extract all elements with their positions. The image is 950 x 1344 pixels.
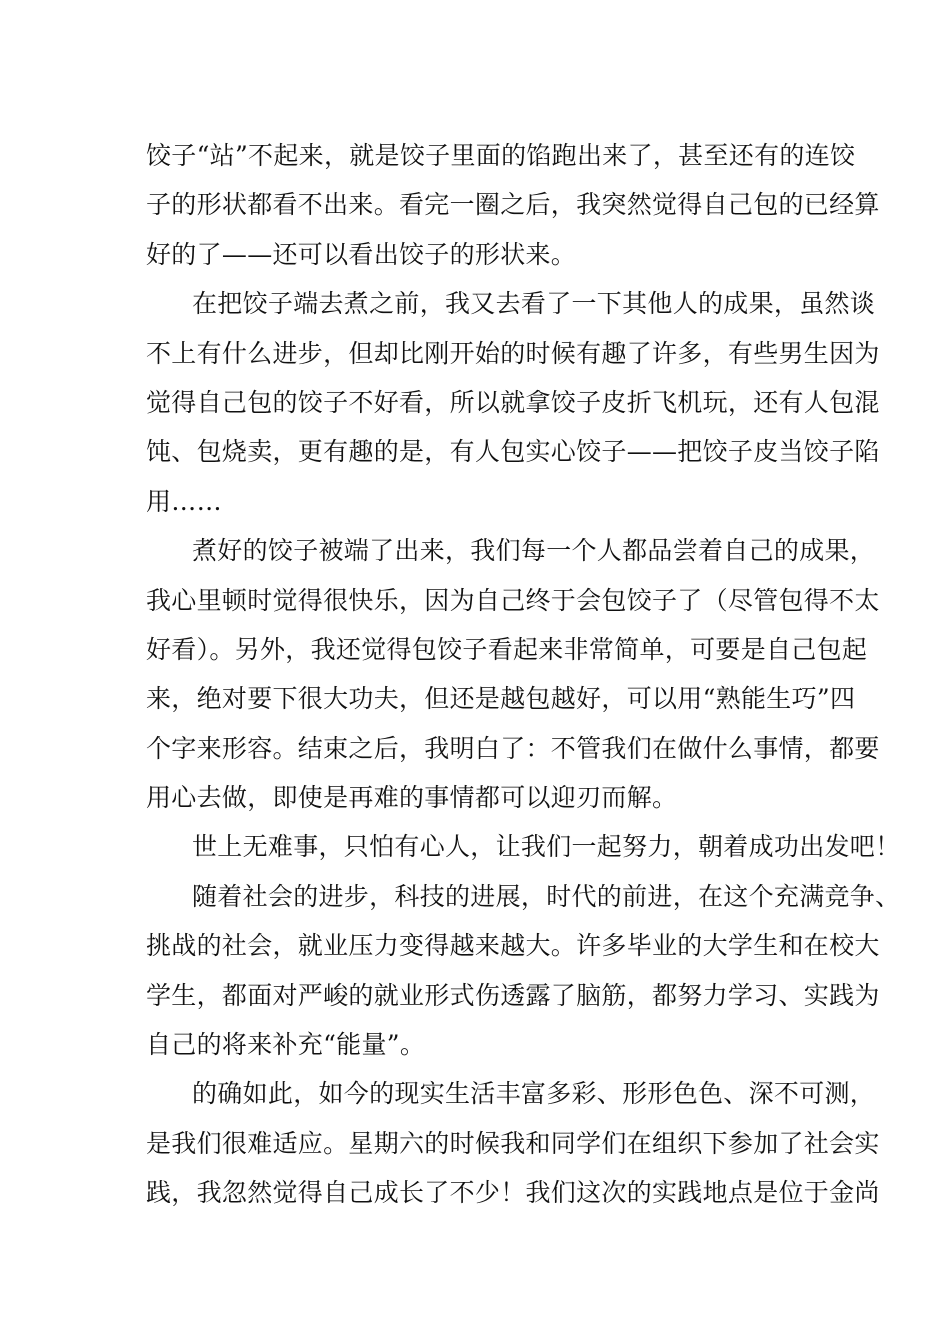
text-line: 世上无难事，只怕有心人，让我们一起努力，朝着成功出发吧！: [192, 832, 901, 862]
text-line: 挑战的社会，就业压力变得越来越大。许多毕业的大学生和在校大: [146, 931, 880, 961]
paragraph: [146, 279, 880, 526]
text-line: 个字来形容。结束之后，我明白了：不管我们在做什么事情，都要: [146, 733, 880, 763]
text-line: 用……: [146, 486, 222, 516]
text-line: 我心里顿时觉得很快乐，因为自己终于会包饺子了（尽管包得不太: [146, 585, 880, 615]
paragraph: [146, 1069, 880, 1217]
text-line: 子的形状都看不出来。看完一圈之后，我突然觉得自己包的已经算: [146, 190, 880, 220]
text-line: 好的了——还可以看出饺子的形状来。: [146, 239, 577, 269]
text-line: 的确如此，如今的现实生活丰富多彩、形形色色、深不可测，: [192, 1079, 876, 1109]
text-line: 饺子“站”不起来，就是饺子里面的馅跑出来了，甚至还有的连饺: [146, 141, 856, 170]
text-line: 煮好的饺子被端了出来，我们每一个人都品尝着自己的成果，: [192, 536, 876, 566]
paragraph: [146, 131, 880, 279]
text-line: 用心去做，即使是再难的事情都可以迎刃而解。: [146, 783, 678, 813]
paragraph: [146, 872, 901, 1070]
text-line: 觉得自己包的饺子不好看，所以就拿饺子皮折飞机玩，还有人包混: [146, 387, 880, 417]
text-line: 饨、包烧卖，更有趣的是，有人包实心饺子——把饺子皮当饺子陷: [146, 437, 880, 467]
text-line: 自己的将来补充“能量”。: [146, 1030, 426, 1060]
text-line: 在把饺子端去煮之前，我又去看了一下其他人的成果，虽然谈: [192, 289, 876, 319]
text-line: 好看）。另外，我还觉得包饺子看起来非常简单，可要是自己包起: [146, 634, 868, 664]
text-line: 践，我忽然觉得自己成长了不少！我们这次的实践地点是位于金尚: [146, 1178, 880, 1208]
text-line: 随着社会的进步，科技的进展，时代的前进，在这个充满竞争、: [192, 881, 901, 911]
paragraph: [146, 526, 880, 822]
text-line: 是我们很难适应。星期六的时候我和同学们在组织下参加了社会实: [146, 1128, 880, 1158]
text-line: 不上有什么进步，但却比刚开始的时候有趣了许多，有些男生因为: [146, 338, 880, 368]
text-line: 来，绝对要下很大功夫，但还是越包越好，可以用“熟能生巧”四: [146, 684, 856, 714]
text-line: 学生，都面对严峻的就业形式伤透露了脑筋，都努力学习、实践为: [146, 980, 880, 1010]
paragraph: [146, 822, 901, 871]
document-body: [146, 131, 901, 1218]
